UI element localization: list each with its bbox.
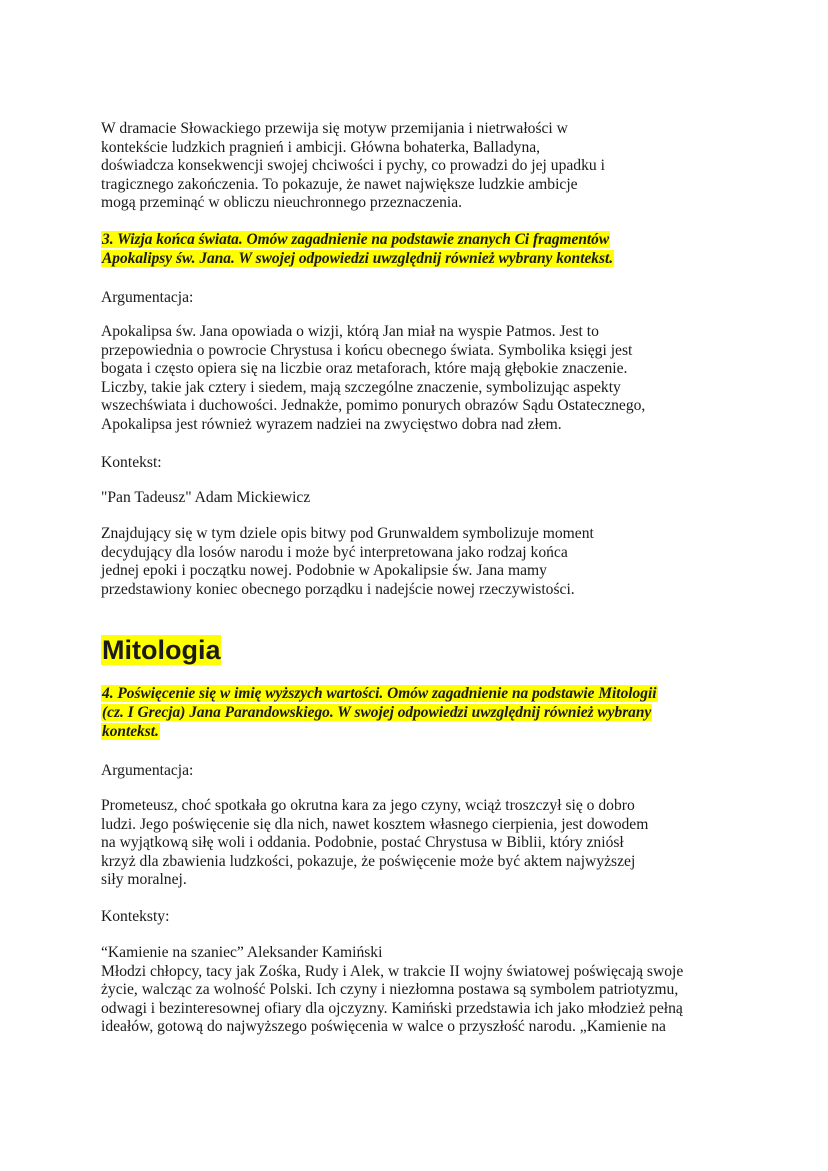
- context-title: “Kamienie na szaniec” Aleksander Kamiński: [101, 944, 383, 961]
- text-line: na wyjątkową siłę woli i oddania. Podobnie, postać Chrystusa w Biblii, który zniósł: [101, 834, 624, 852]
- text-line: tragicznego zakończenia. To pokazuje, że nawet największe ludzkie ambicje: [101, 175, 578, 193]
- topic-4-argument: [101, 797, 741, 890]
- text-line: odwagi i bezinteresownej ofiary dla ojczyzny. Kamiński przedstawia ich jako młodzież pełną: [101, 999, 683, 1017]
- text-line: mogą przeminąć w obliczu nieuchronnego przeznaczenia.: [101, 194, 463, 212]
- topic-4-context: [101, 944, 741, 1037]
- argument-label: Argumentacja:: [101, 762, 194, 779]
- context-label: Kontekst:: [101, 454, 162, 471]
- text-line: Apokalipsa jest również wyrazem nadziei na zwycięstwo dobra nad złem.: [101, 415, 562, 433]
- text-line: jednej epoki i początku nowej. Podobnie w Apokalipsie św. Jana mamy: [101, 562, 547, 580]
- text-line: kontekście ludzkich pragnień i ambicji. Główna bohaterka, Balladyna,: [101, 138, 541, 156]
- text-line: ludzi. Jego poświęcenie się dla nich, nawet kosztem własnego cierpienia, jest dowodem: [101, 815, 649, 833]
- text-line: siły moralnej.: [101, 871, 187, 889]
- highlighted-text: Apokalipsy św. Jana. W swojej odpowiedzi uwzględnij również wybrany kontekst.: [102, 249, 614, 267]
- text-line: decydujący dla losów narodu i może być interpretowana jako rodzaj końca: [101, 543, 568, 561]
- context-title: "Pan Tadeusz" Adam Mickiewicz: [101, 489, 311, 506]
- highlighted-text: 4. Poświęcenie się w imię wyższych wartości. Omów zagadnienie na podstawie Mitologii: [102, 685, 657, 702]
- argument-label: Argumentacja:: [101, 289, 194, 306]
- topic-3-argument: [101, 323, 741, 435]
- topic-3-context: [101, 525, 741, 599]
- text-line: przedstawiony koniec obecnego porządku i nadejście nowej rzeczywistości.: [101, 580, 575, 598]
- highlighted-text: 3. Wizja końca świata. Omów zagadnienie na podstawie znanych Ci fragmentów: [102, 231, 610, 248]
- text-line: doświadcza konsekwencji swojej chciwości i pychy, co prowadzi do jej upadku i: [101, 157, 605, 175]
- topic-3-heading: [101, 231, 741, 269]
- text-line: Apokalipsa św. Jana opowiada o wizji, którą Jan miał na wyspie Patmos. Jest to: [101, 323, 599, 340]
- text-line: W dramacie Słowackiego przewija się motyw przemijania i nietrwałości w: [101, 120, 568, 137]
- highlighted-text: kontekst.: [102, 722, 159, 740]
- text-line: bogata i często opiera się na liczbie oraz metaforach, które mają głębokie znaczenie.: [101, 360, 628, 378]
- text-line: Liczby, takie jak cztery i siedem, mają szczególne znaczenie, symbolizując aspekty: [101, 378, 621, 396]
- text-line: wszechświata i duchowości. Jednakże, pomimo ponurych obrazów Sądu Ostatecznego,: [101, 397, 646, 415]
- section-heading: [101, 634, 741, 666]
- contexts-label: Konteksty:: [101, 908, 170, 925]
- highlighted-text: (cz. I Grecja) Jana Parandowskiego. W swojej odpowiedzi uwzględnij również wybrany: [102, 703, 652, 721]
- text-line: Znajdujący się w tym dziele opis bitwy pod Grunwaldem symbolizuje moment: [101, 525, 594, 542]
- text-line: Młodzi chłopcy, tacy jak Zośka, Rudy i Alek, w trakcie II wojny światowej poświęcają swoje: [101, 962, 684, 980]
- text-line: krzyż dla zbawienia ludzkości, pokazuje, że poświęcenie może być aktem najwyższej: [101, 852, 636, 870]
- text-line: życie, walcząc za wolność Polski. Ich czyny i niezłomna postawa są symbolem patriotyzmu,: [101, 981, 679, 999]
- section-heading-text: Mitologia: [102, 635, 221, 665]
- text-line: przepowiednia o powrocie Chrystusa i końcu obecnego świata. Symbolika księgi jest: [101, 341, 633, 359]
- intro-paragraph: [101, 120, 741, 213]
- text-line: ideałów, gotową do najwyższego poświęcenia w walce o przyszłość narodu. „Kamienie na: [101, 1018, 666, 1036]
- topic-4-heading: [101, 685, 741, 741]
- text-line: Prometeusz, choć spotkała go okrutna kara za jego czyny, wciąż troszczył się o dobro: [101, 797, 635, 814]
